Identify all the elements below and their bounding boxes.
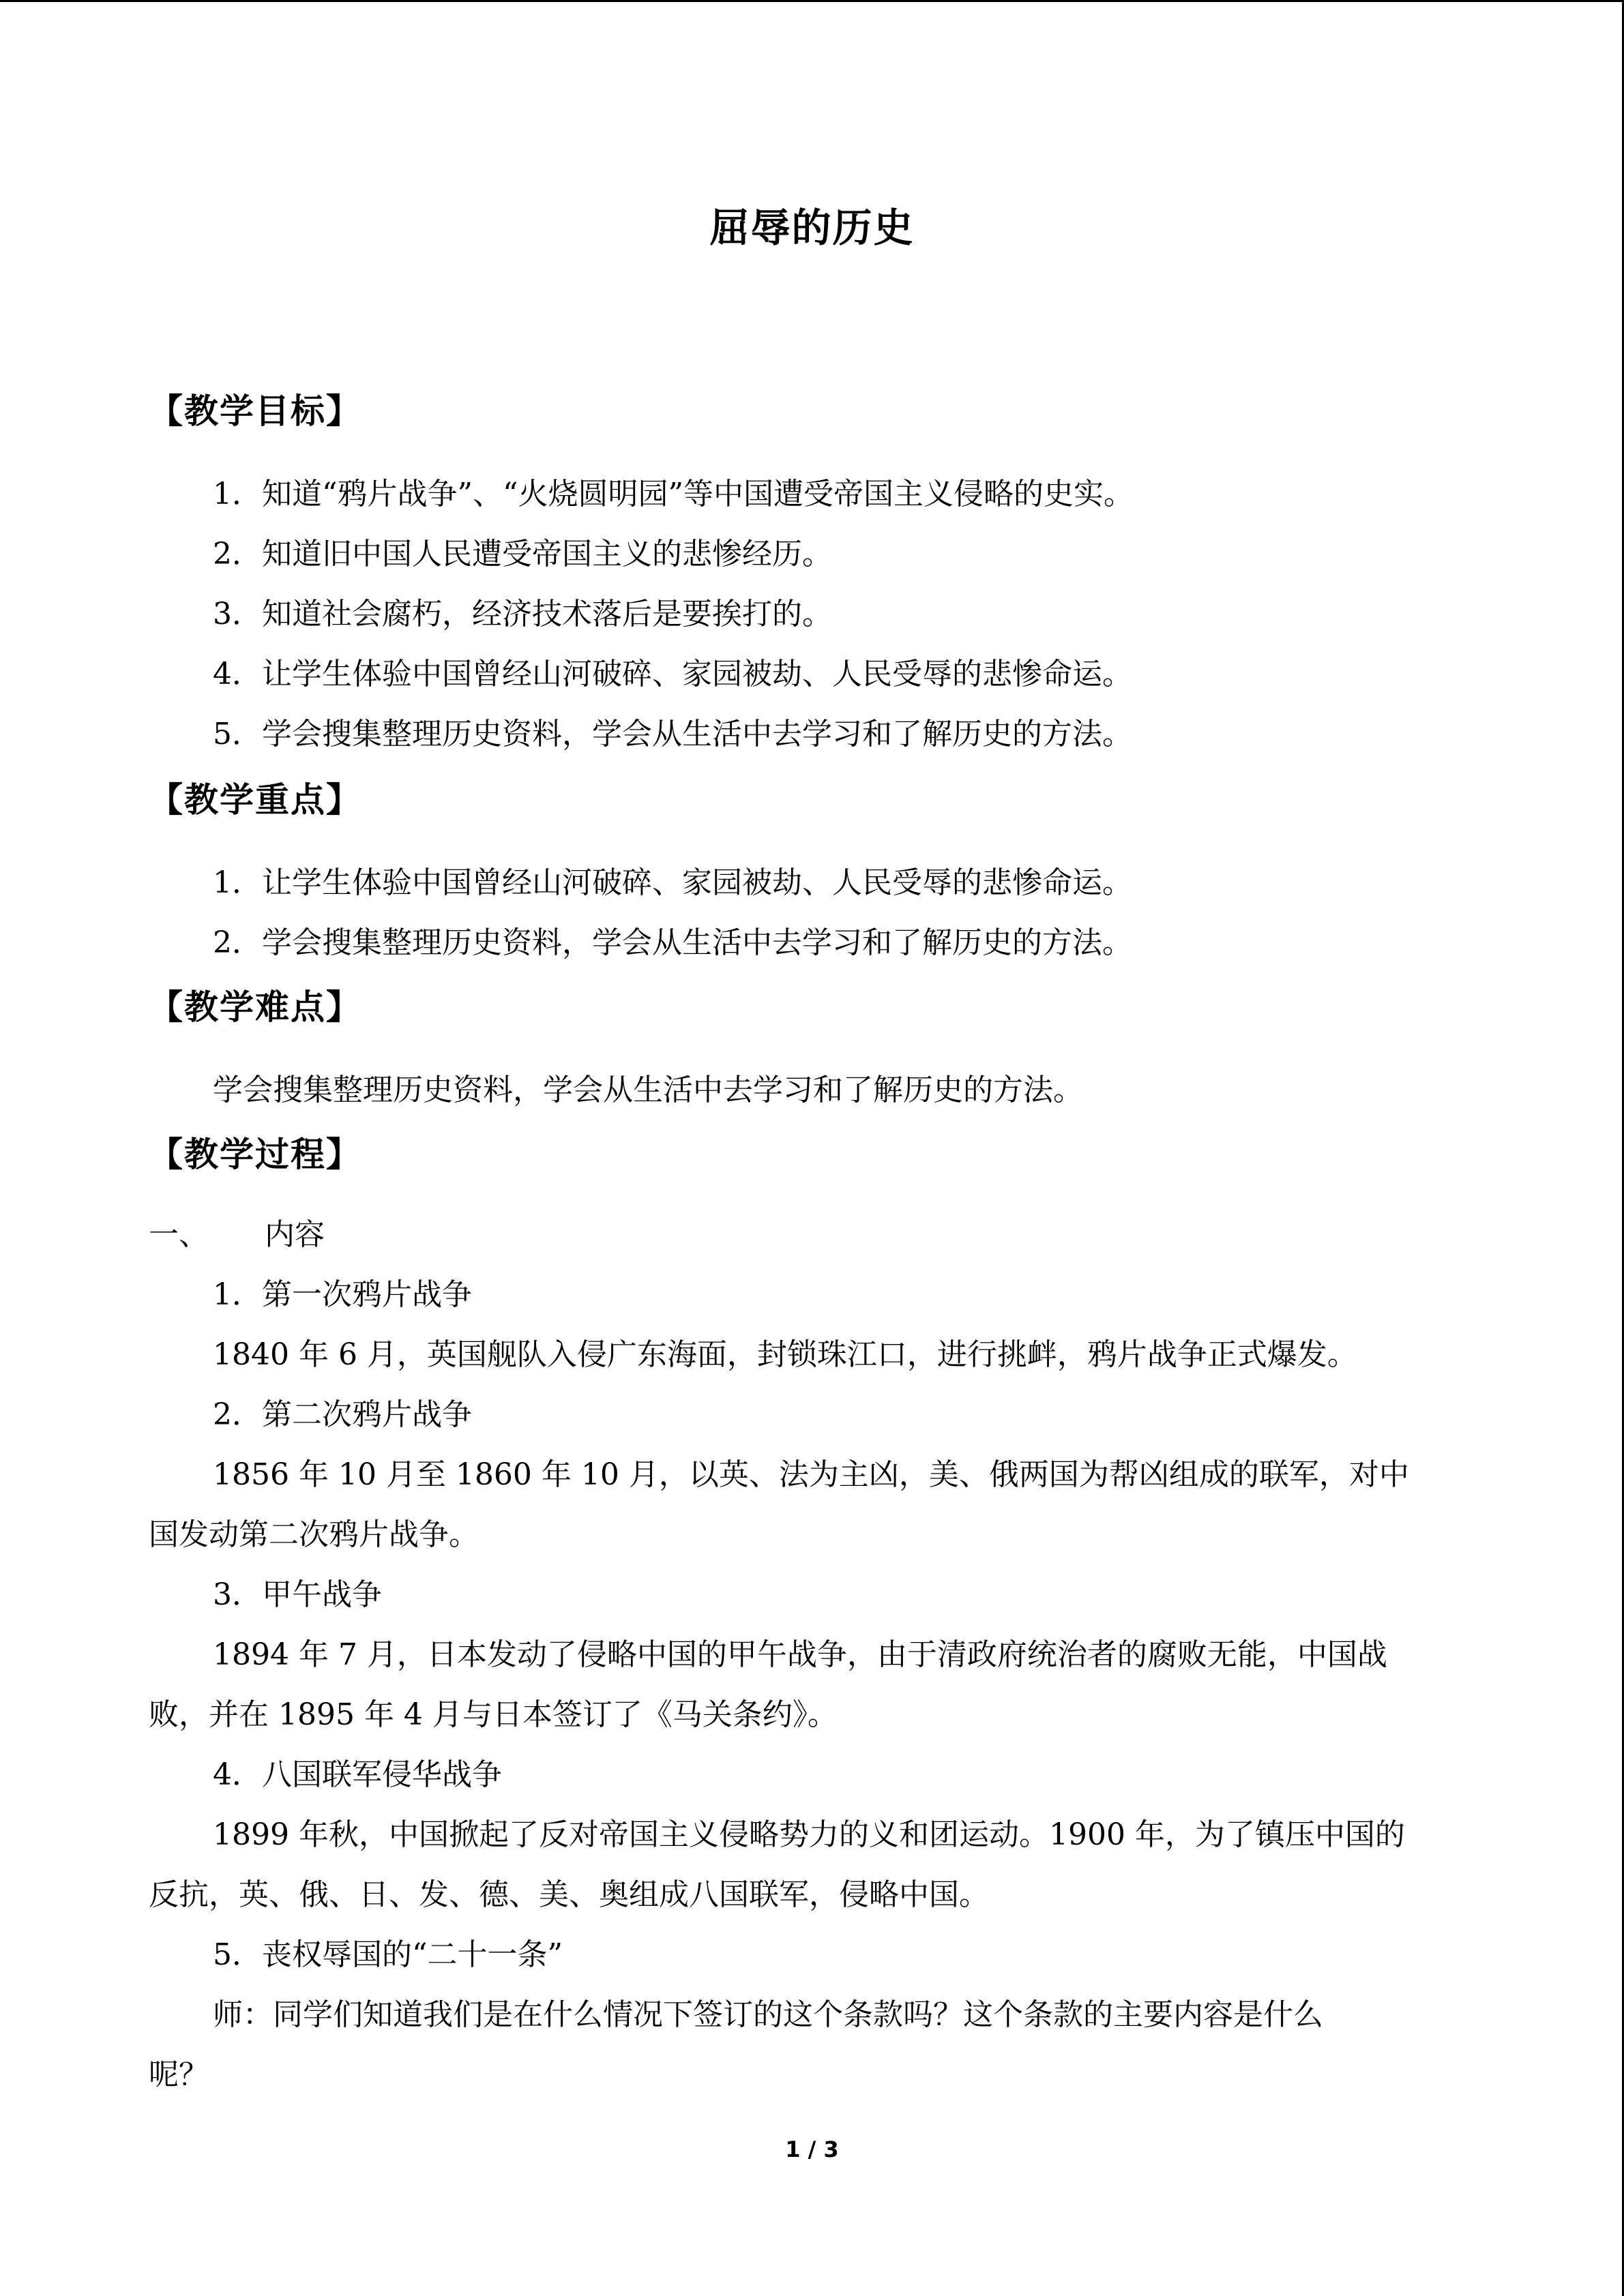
topic-text: 国发动第二次鸦片战争。 bbox=[149, 1517, 479, 1552]
topic-text: 1894 年 7 月，日本发动了侵略中国的甲午战争，由于清政府统治者的腐败无能，中国战 bbox=[213, 1637, 1387, 1672]
section-heading-key-points: 【教学重点】 bbox=[149, 780, 361, 820]
section-heading-objectives: 【教学目标】 bbox=[149, 391, 361, 431]
key-point-item: 2．学会搜集整理历史资料，学会从生活中去学习和了解历史的方法。 bbox=[213, 925, 1132, 960]
topic-text: 1899 年秋，中国掀起了反对帝国主义侵略势力的义和团运动。1900 年，为了镇压中国的 bbox=[213, 1817, 1405, 1852]
topic-text: 师：同学们知道我们是在什么情况下签订的这个条款吗？这个条款的主要内容是什么 bbox=[213, 1997, 1323, 2032]
topic-text: 1840 年 6 月，英国舰队入侵广东海面，封锁珠江口，进行挑衅，鸦片战争正式爆发。 bbox=[213, 1337, 1357, 1372]
objective-item: 2．知道旧中国人民遭受帝国主义的悲惨经历。 bbox=[213, 537, 832, 571]
outline-label: 内容 bbox=[265, 1217, 325, 1252]
topic-text: 败，并在 1895 年 4 月与日本签订了《马关条约》。 bbox=[149, 1697, 838, 1732]
page-title: 屈辱的历史 bbox=[709, 205, 915, 251]
section-heading-difficulties: 【教学难点】 bbox=[149, 987, 361, 1027]
objective-item: 4．让学生体验中国曾经山河破碎、家园被劫、人民受辱的悲惨命运。 bbox=[213, 657, 1132, 691]
outline-number: 一、 bbox=[149, 1217, 209, 1252]
topic-title: 5．丧权辱国的“二十一条” bbox=[213, 1937, 563, 1972]
difficulty-text: 学会搜集整理历史资料，学会从生活中去学习和了解历史的方法。 bbox=[213, 1073, 1083, 1107]
objective-item: 1．知道“鸦片战争”、“火烧圆明园”等中国遭受帝国主义侵略的史实。 bbox=[213, 477, 1134, 511]
objective-item: 3．知道社会腐朽，经济技术落后是要挨打的。 bbox=[213, 597, 832, 631]
topic-title: 4．八国联军侵华战争 bbox=[213, 1757, 502, 1792]
objective-item: 5．学会搜集整理历史资料，学会从生活中去学习和了解历史的方法。 bbox=[213, 717, 1132, 751]
key-point-item: 1．让学生体验中国曾经山河破碎、家园被劫、人民受辱的悲惨命运。 bbox=[213, 865, 1132, 900]
topic-text: 反抗，英、俄、日、发、德、美、奥组成八国联军，侵略中国。 bbox=[149, 1877, 989, 1912]
topic-text: 1856 年 10 月至 1860 年 10 月，以英、法为主凶，美、俄两国为帮凶组成的联军，对中 bbox=[213, 1457, 1409, 1492]
topic-title: 3．甲午战争 bbox=[213, 1577, 382, 1612]
section-heading-process: 【教学过程】 bbox=[149, 1135, 361, 1174]
topic-title: 1．第一次鸦片战争 bbox=[213, 1277, 472, 1312]
topic-title: 2．第二次鸦片战争 bbox=[213, 1397, 472, 1432]
topic-text: 呢？ bbox=[149, 2057, 209, 2092]
page-number: 1 / 3 bbox=[785, 2136, 839, 2162]
